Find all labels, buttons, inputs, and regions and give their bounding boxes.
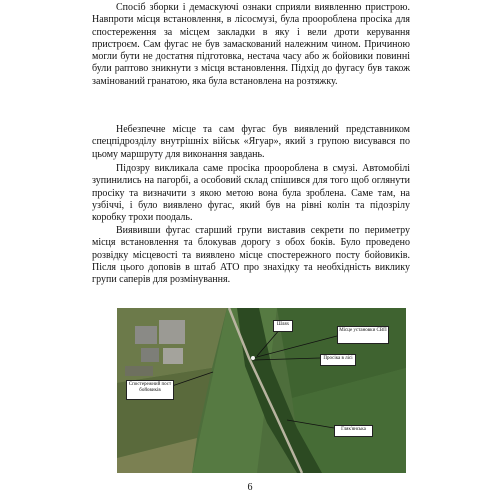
map-label-observation-post: Спостережний пост бойовиків (126, 380, 174, 400)
satellite-map-figure (117, 308, 406, 473)
map-label-forest-clearing: Просіка в лісі (320, 354, 356, 366)
map-label-road: Шлях (273, 320, 293, 332)
paragraph-2: Небезпечне місце та сам фугас був виявлений представником спецпідрозділу внутрішніх військ «Ягуар», який з групою висувався по цьому маршруту для виконання завдань. (92, 124, 410, 160)
paragraph-3: Підозру викликала саме просіка проороблена в смузі. Автомобілі зупинились на пагорбі, а особовий склад спішився для того щоб оглянути просіку та визначити з якою метою вона була зроблена. Саме там, на узбіччі, і було виявлено фугас, який був на рівні колін та підозрілу коробку трохи поодаль. (92, 163, 410, 224)
paragraph-1: Спосіб зборки і демаскуючі ознаки сприяли виявленню пристрою. Навпроти місця встановлення, в лісосмузі, була проороблена просіка для спостереження за місцем закладки в яку і вели дроти керування пристроєм. Сам фугас не був замаскований належним чином. Причиною могли бути не достатня підготовка, нестача часу або ж бойовики повинні були раптово зникнути з місця встановлення. Підхід до фугасу був також замінований гранатою, яка була встановлена на розтяжку. (92, 2, 410, 87)
page-number: 6 (247, 482, 253, 493)
map-label-device-site: Місце установки СВП (337, 326, 389, 344)
paragraph-4: Виявивши фугас старший групи виставив секрети по периметру місця встановлення та блокував дорогу з обох боків. Було проведено розвідку місцевості та виявлено місце спостережного посту бойовиків. Після цього доповів в штаб АТО про знахідку та необхідність виклику групи саперів для розмінування. (92, 225, 410, 286)
map-label-place: Гляк'янська (334, 425, 373, 437)
